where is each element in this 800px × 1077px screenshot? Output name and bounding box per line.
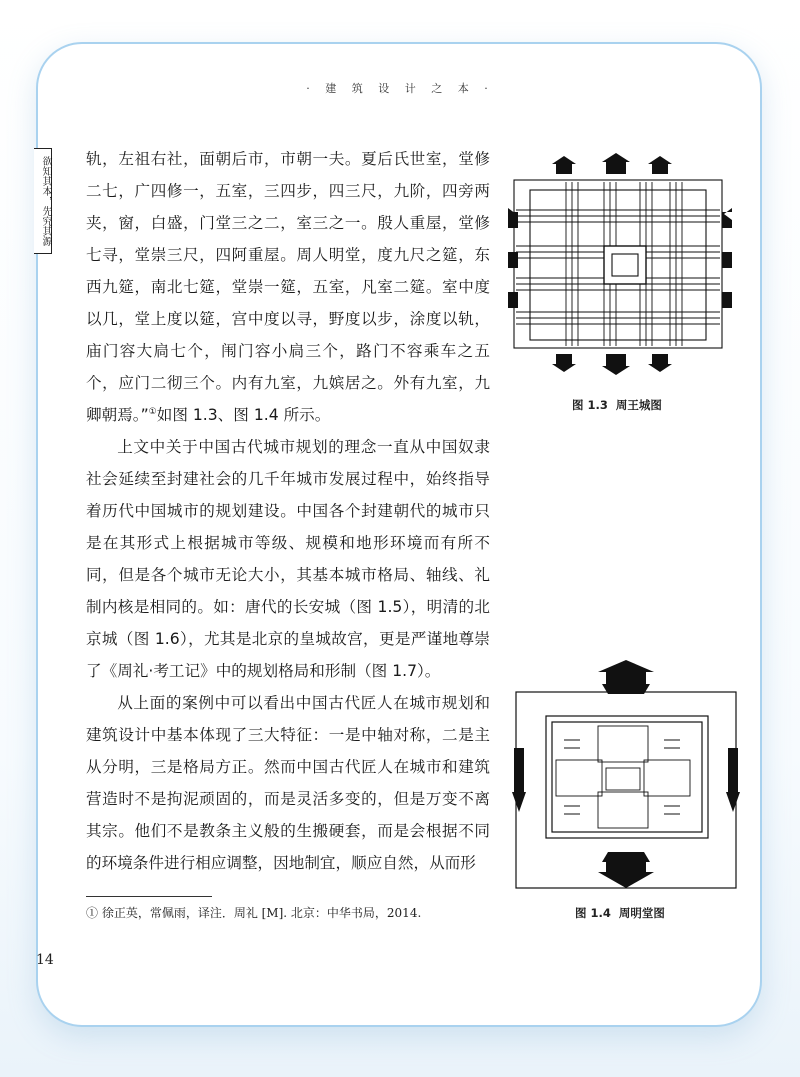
paragraph-3: 从上面的案例中可以看出中国古代匠人在城市规划和建筑设计中基本体现了三大特征：一是中轴对称，二是主从分明，三是格局方正。然而中国古代匠人在城市和建筑营造时不是拘泥顽固的，而是灵活多变的，但是万变不离其宗。他们不是教条主义般的生搬硬套，而是会根据不同的环境条件进行相应调整，因地制宜，顺应自然，从而形	[86, 694, 490, 872]
paragraph-2: 上文中关于中国古代城市规划的理念一直从中国奴隶社会延续至封建社会的几千年城市发展过程中，始终指导着历代中国城市的规划建设。中国各个封建朝代的城市只是在其形式上根据城市等级、规模和地形环境而有所不同，但是各个城市无论大小，其基本城市格局、轴线、礼制内核是相同的。如：唐代的长安城（图 1.5），明清的北京城（图 1.6），尤其是北京的皇城故宫，更是严谨地尊崇了《周礼·考工记》中的规划格局和形制（图 1.7）。	[86, 438, 490, 680]
body-text	[86, 143, 490, 879]
hall-plan-illustration	[512, 656, 740, 894]
figure-1-4-caption: 图 1.4 周明堂图	[575, 906, 665, 920]
city-plan-illustration	[508, 142, 738, 388]
page-number: 14	[36, 952, 54, 968]
running-title: · 建 筑 设 计 之 本 ·	[306, 82, 494, 95]
footnote: ① 徐正英，常佩雨，译注．周礼 [M]. 北京：中华书局，2014.	[86, 906, 422, 920]
footnote-marker[interactable]: ①	[148, 406, 157, 417]
footnote-divider	[86, 896, 212, 897]
side-tab: 欲知其本，先究其源	[34, 148, 52, 254]
figure-1-4-hall-plan	[512, 656, 740, 894]
figure-1-3-city-plan	[508, 142, 738, 388]
figure-1-3-caption: 图 1.3 周王城图	[572, 398, 662, 412]
paragraph-1: 轨，左祖右社，面朝后市，市朝一夫。夏后氏世室，堂修二七，广四修一，五室，三四步，四三尺，九阶，四旁两夹，窗，白盛，门堂三之二，室三之一。殷人重屋，堂修七寻，堂崇三尺，四阿重屋。周人明堂，度九尺之筵，东西九筵，南北七筵，堂崇一筵，五室，凡室二筵。室中度以几，堂上度以筵，宫中度以寻，野度以步，涂度以轨，庙门容大扃七个，闱门容小扃三个，路门不容乘车之五个，应门二彻三个。内有九室，九嫔居之。外有九室，九卿朝焉。”①如图 1.3、图 1.4 所示。	[86, 150, 490, 424]
